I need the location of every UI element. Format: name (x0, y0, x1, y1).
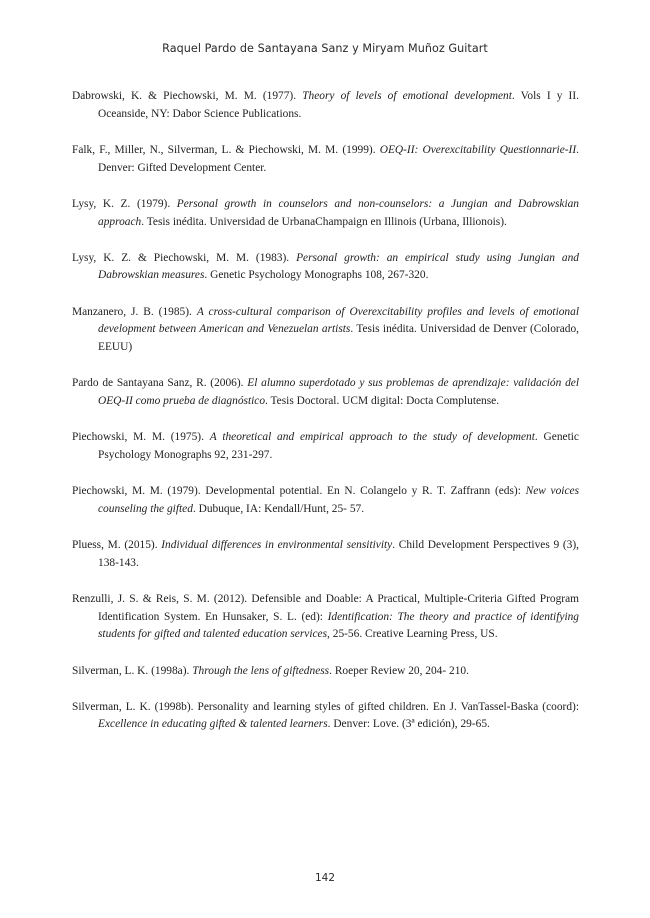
page-number: 142 (314, 872, 336, 884)
reference-entry (72, 142, 579, 178)
reference-entry (72, 88, 579, 124)
reference-list (72, 88, 579, 752)
reference-text: Pluess, M. (2015). (72, 538, 162, 551)
reference-text: . Tesis inédita. Universidad de UrbanaChampaign en Illinois (Urbana, Illionois). (141, 215, 507, 228)
reference-text: . Denver: Gifted Development Center. (98, 143, 579, 174)
reference-text: Silverman, L. K. (1998b). Personality and learning styles of gifted children. En J. VanTassel-Baska (coord): (72, 700, 579, 713)
reference-text: . Tesis inédita. Universidad de Denver (Colorado, EEUU) (98, 323, 579, 354)
reference-entry (72, 699, 579, 735)
reference-entry (72, 429, 579, 465)
reference-title: Personal growth in counselors and non-counselors: a Jungian and Dabrowskian approach (98, 197, 579, 228)
reference-title: A theoretical and empirical approach to the study of development (209, 431, 535, 444)
reference-text: Renzulli, J. S. & Reis, S. M. (2012). Defensible and Doable: A Practical, Multiple-Criteria Gifted Program Identification System. En Hunsaker, S. L. (ed): (72, 592, 579, 623)
reference-text: Dabrowski, K. & Piechowski, M. M. (1977). (72, 90, 303, 102)
reference-text: . Vols I y II. Oceanside, NY: Dabor Science Publications. (98, 90, 579, 120)
reference-title: A cross-cultural comparison of Overexcitability profiles and levels of emotional development between American and Venezuelan artists (98, 305, 579, 336)
reference-text: Lysy, K. Z. (1979). (72, 197, 177, 210)
reference-entry (72, 663, 579, 681)
reference-title: El alumno superdotado y sus problemas de aprendizaje: validación del OEQ-II como prueba de diagnóstico (98, 377, 579, 408)
reference-entry (72, 250, 579, 286)
reference-text: Piechowski, M. M. (1975). (72, 431, 210, 444)
reference-text: . Tesis Doctoral. UCM digital: Docta Complutense. (265, 395, 500, 408)
reference-entry (72, 483, 579, 519)
reference-entry (72, 304, 579, 357)
reference-text: . Denver: Love. (3ª edición), 29-65. (327, 718, 490, 731)
reference-text: . Roeper Review 20, 204- 210. (329, 664, 469, 677)
reference-text: Silverman, L. K. (1998a). (72, 664, 193, 677)
reference-title: Personal growth: an empirical study using Jungian and Dabrowskian measures (98, 251, 579, 282)
reference-title: Theory of levels of emotional development (302, 90, 512, 102)
reference-title: Individual differences in environmental sensitivity (161, 538, 393, 551)
reference-text: Lysy, K. Z. & Piechowski, M. M. (1983). (72, 251, 297, 264)
reference-title: Excellence in educating gifted & talented learners (98, 718, 328, 731)
reference-title: New voices counseling the gifted (98, 485, 580, 515)
running-head: Raquel Pardo de Santayana Sanz y Miryam Muñoz Guitart (162, 42, 488, 55)
reference-text: , 25-56. Creative Learning Press, US. (327, 628, 498, 641)
reference-text: . Genetic Psychology Monographs 92, 231-297. (98, 431, 579, 461)
reference-title: OEQ-II: Overexcitability Questionnarie-II (379, 143, 577, 156)
reference-entry (72, 375, 579, 411)
reference-entry (72, 196, 579, 232)
reference-text: . Child Development Perspectives 9 (3), 138-143. (98, 538, 580, 569)
reference-entry (72, 537, 579, 573)
reference-text: Pardo de Santayana Sanz, R. (2006). (72, 377, 248, 390)
reference-entry (72, 591, 579, 644)
reference-text: Piechowski, M. M. (1979). Developmental potential. En N. Colangelo y R. T. Zaffrann (eds): (72, 485, 526, 498)
reference-text: Manzanero, J. B. (1985). (72, 305, 197, 318)
reference-text: . Genetic Psychology Monographs 108, 267-320. (204, 269, 429, 282)
reference-title: Identification: The theory and practice of identifying students for gifted and talented education services (98, 610, 579, 641)
reference-title: Through the lens of giftedness (192, 664, 330, 677)
reference-text: . Dubuque, IA: Kendall/Hunt, 25- 57. (192, 502, 365, 515)
reference-text: Falk, F., Miller, N., Silverman, L. & Piechowski, M. M. (1999). (72, 143, 380, 156)
